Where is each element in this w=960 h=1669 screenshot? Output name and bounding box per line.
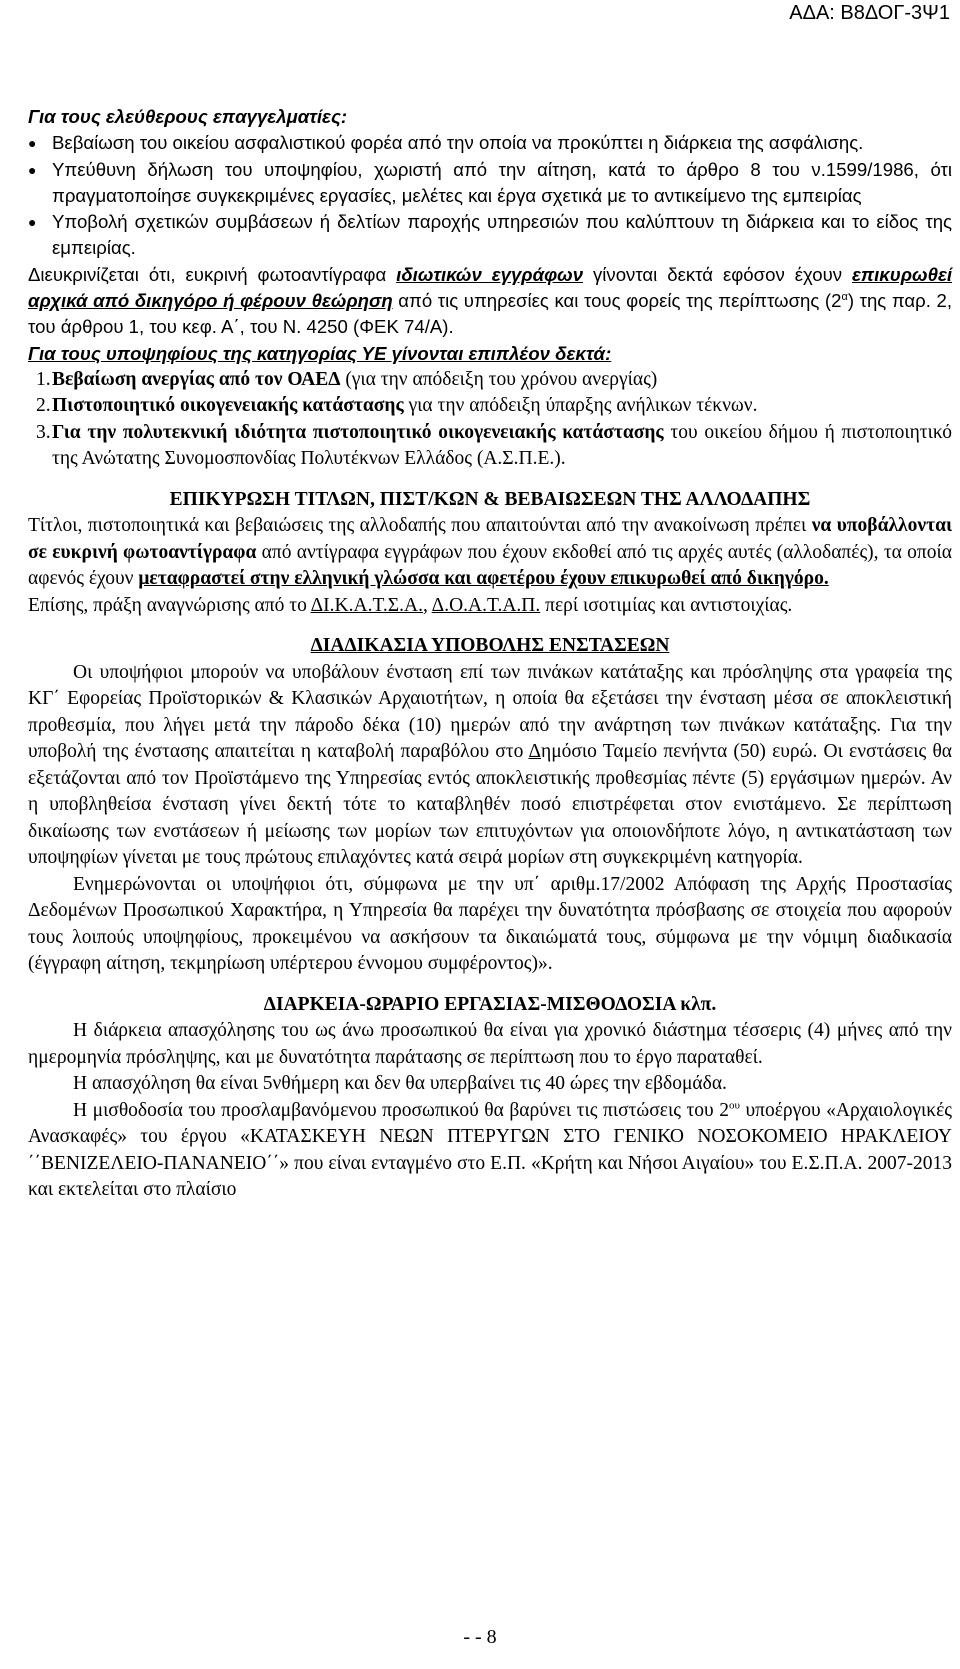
item-text: για την απόδειξη ύπαρξης ανήλικων τέκνων.	[403, 395, 758, 417]
data-access-paragraph: Ενημερώνονται οι υποψήφιοι ότι, σύμφωνα με την υπ΄ αριθμ.17/2002 Απόφαση της Αρχής Προστασίας Δεδομένων Προσωπικού Χαρακτήρα, η Υπηρεσία θα παρέχει την δυνατότητα πρόσβασης σε στοιχεία που αφορούν τους λοιπούς υποψηφίους, προκειμένου να ασκήσουν τα δικαιώματά τους, σύμφωνα με την νόμιμη διαδικασία (έγγραφη αίτηση, τεκμηρίωση υπέρτερου έννομου συμφέροντος)».	[28, 873, 952, 975]
list-item	[28, 393, 952, 420]
working-hours-paragraph: Η απασχόληση θα είναι 5νθήμερη και δεν θα υπερβαίνει τις 40 ώρες την εβδομάδα.	[73, 1073, 727, 1095]
clarification-text: γίνονται δεκτά εφόσον έχουν	[583, 263, 852, 285]
item-text: (για την απόδειξη του χρόνου ανεργίας)	[340, 368, 658, 390]
payroll-paragraph	[28, 1098, 952, 1204]
bullet-text: Βεβαίωση του οικείου ασφαλιστικού φορέα από την οποία να προκύπτει η διάρκεια της ασφάλισης.	[52, 132, 864, 154]
item-number: 2.	[36, 395, 51, 417]
freelancers-heading: Για τους ελεύθερους επαγγελματίες:	[28, 106, 348, 127]
item-text: του οικείου δήμου ή πιστοποιητικό της Ανώτατης Συνομοσπονδίας Πολυτέκνων Ελλάδος (Α.Σ.Π.Ε.).	[52, 421, 952, 470]
recognition-paragraph	[28, 593, 952, 620]
duration-paragraph: Η διάρκεια απασχόλησης του ως άνω προσωπικού θα είναι για χρονικό διάστημα τέσσερις (4) μήνες από την ημερομηνία πρόσληψης, και με δυνατότητα παράτασης σε περίπτωση που το έργο παραταθεί.	[28, 1020, 952, 1068]
bullet-item	[28, 157, 952, 210]
recognition-text: περί ισοτιμίας και αντιστοιχίας.	[540, 594, 793, 616]
validation-text: από αντίγραφα εγγράφων που έχουν εκδοθεί από τις αρχές αυτές (αλλοδαπές), τα οποία αφενός έχουν	[28, 541, 952, 590]
item-bold-text: Για την πολυτεκνική ιδιότητα πιστοποιητικό οικογενειακής κατάστασης	[52, 421, 664, 443]
bullet-icon: ●	[28, 135, 37, 152]
clarification-text: από τις υπηρεσίες και τους φορείς της περίπτωσης (2	[392, 290, 842, 312]
clarification-text: Διευκρινίζεται ότι, ευκρινή φωτοαντίγραφα	[28, 263, 397, 285]
objections-text: ημόσιο Ταμείο πενήντα (50) ευρώ. Οι ενστάσεις θα εξετάζονται από τον Προϊστάμενο της Υπηρεσίας εντός αποκλειστικής προθεσμίας πέντε (5) εργάσιμων ημερών. Αν η υποβληθείσα ένσταση γίνει δεκτή τότε το καταβληθέν ποσό επιστρέφεται στον ενιστάμενο. Σε περίπτωση δικαίωσης των ενστάσεων ή μείωσης των μορίων των επιτυχόντων για οποιονδήποτε λόγο, η αντικατάσταση των υποψηφίων γίνεται με τους πρώτους επιλαχόντες κατά σειρά μορίων στη συγκεκριμένη κατηγορία.	[28, 741, 953, 869]
bullet-icon: ●	[28, 161, 37, 178]
clarification-paragraph	[28, 262, 952, 341]
validation-heading: ΕΠΙΚΥΡΩΣΗ ΤΙΤΛΩΝ, ΠΙΣΤ/ΚΩΝ & ΒΕΒΑΙΩΣΕΩΝ ΤΗΣ ΑΛΛΟΔΑΠΗΣ	[169, 488, 811, 510]
item-number: 3.	[36, 421, 51, 443]
payroll-text: Η μισθοδοσία του προσλαμβανόμενου προσωπικού θα βαρύνει τις πιστώσεις του 2	[73, 1099, 729, 1121]
objections-underlined: Δ	[528, 741, 542, 763]
ye-heading: Για τους υποψηφίους της κατηγορίας ΥΕ γίνονται επιπλέον δεκτά:	[28, 342, 612, 364]
payroll-text: υποέργου «Αρχαιολογικές Ανασκαφές» του έργου «ΚΑΤΑΣΚΕΥΗ ΝΕΩΝ ΠΤΕΡΥΓΩΝ ΣΤΟ ΓΕΝΙΚΟ ΝΟΣΟΚΟΜΕΙΟ ΗΡΑΚΛΕΙΟΥ ΄΄ΒΕΝΙΖΕΛΕΙΟ-ΠΑΝΑΝΕΙΟ΄΄» που είναι ενταγμένο στο Ε.Π. «Κρήτη και Νήσοι Αιγαίου» του Ε.Σ.Π.Α. 2007-2013 και εκτελείται στο πλαίσιο	[28, 1099, 952, 1201]
recognition-text: Επίσης, πράξη αναγνώρισης από το	[28, 594, 311, 616]
list-item	[28, 420, 952, 473]
item-number: 1.	[36, 368, 51, 390]
superscript: ου	[728, 1099, 740, 1112]
recognition-text: ,	[422, 594, 432, 616]
bullet-text: Υποβολή σχετικών συμβάσεων ή δελτίων παροχής υπηρεσιών που καλύπτουν τη διάρκεια και το είδος της εμπειρίας.	[52, 211, 952, 259]
ada-code: ΑΔΑ: Β8ΔΟΓ-3Ψ1	[789, 2, 950, 24]
bullet-text: Υπεύθυνη δήλωση του υποψηφίου, χωριστή από την αίτηση, κατά το άρθρο 8 του ν.1599/1986, ότι πραγματοποίησε συγκεκριμένες εργασίες, μελέτες και έργα σχετικά με το αντικείμενο της εμπειρίας	[52, 158, 952, 206]
document-body	[28, 104, 952, 1204]
bullet-item	[28, 209, 952, 262]
clarification-text: ) της παρ. 2, του άρθρου 1, του κεφ. Α΄, του Ν. 4250 (ΦΕΚ 74/Α).	[28, 290, 952, 338]
objections-paragraph	[28, 660, 952, 872]
validation-text: Τίτλοι, πιστοποιητικά και βεβαιώσεις της αλλοδαπής που απαιτούνται από την ανακοίνωση πρέπει	[28, 515, 812, 537]
duration-heading: ΔΙΑΡΚΕΙΑ-ΩΡΑΡΙΟ ΕΡΓΑΣΙΑΣ-ΜΙΣΘΟΔΟΣΙΑ κλπ.	[263, 993, 717, 1015]
ye-list	[28, 367, 952, 473]
item-bold-text: Πιστοποιητικό οικογενειακής κατάστασης	[52, 395, 404, 417]
lawyer-validation-text: επικυρωθεί αρχικά από δικηγόρο ή φέρουν θεώρηση	[28, 263, 953, 312]
validation-paragraph	[28, 513, 952, 593]
validation-bold-text: να υποβάλλονται σε ευκρινή φωτοαντίγραφα	[28, 515, 952, 563]
bullet-item	[28, 130, 952, 156]
doatap-text: Δ.Ο.Α.Τ.Α.Π.	[431, 594, 541, 616]
bullet-icon: ●	[28, 214, 37, 231]
translation-requirement-text: μεταφραστεί στην ελληνική γλώσσα και αφετέρου έχουν επικυρωθεί από δικηγόρο.	[138, 568, 829, 590]
freelancers-section	[28, 104, 952, 367]
list-item	[28, 367, 952, 394]
objections-text: Οι υποψήφιοι μπορούν να υποβάλουν ένσταση επί των πινάκων κατάταξης και πρόσληψης στα γραφεία της ΚΓ΄ Εφορείας Προϊστορικών & Κλασικών Αρχαιοτήτων, η οποία θα εξετάσει την ένσταση μέσα σε αποκλειστική προθεσμία, που λήγει μετά την πάροδο δέκα (10) ημερών από την ανάρτηση των πινάκων κατάταξης. Για την υποβολή της ένστασης απαιτείται η καταβολή παραβόλου στο	[28, 661, 952, 763]
private-documents-text: ιδιωτικών εγγράφων	[396, 263, 584, 285]
objections-heading: ΔΙΑΔΙΚΑΣΙΑ ΥΠΟΒΟΛΗΣ ΕΝΣΤΑΣΕΩΝ	[310, 635, 670, 657]
item-bold-text: Βεβαίωση ανεργίας από τον ΟΑΕΔ	[52, 368, 341, 390]
page-number: - - 8	[463, 1626, 497, 1648]
superscript: α	[841, 290, 848, 303]
dikatsa-text: ΔΙ.Κ.Α.Τ.Σ.Α.	[310, 594, 423, 616]
